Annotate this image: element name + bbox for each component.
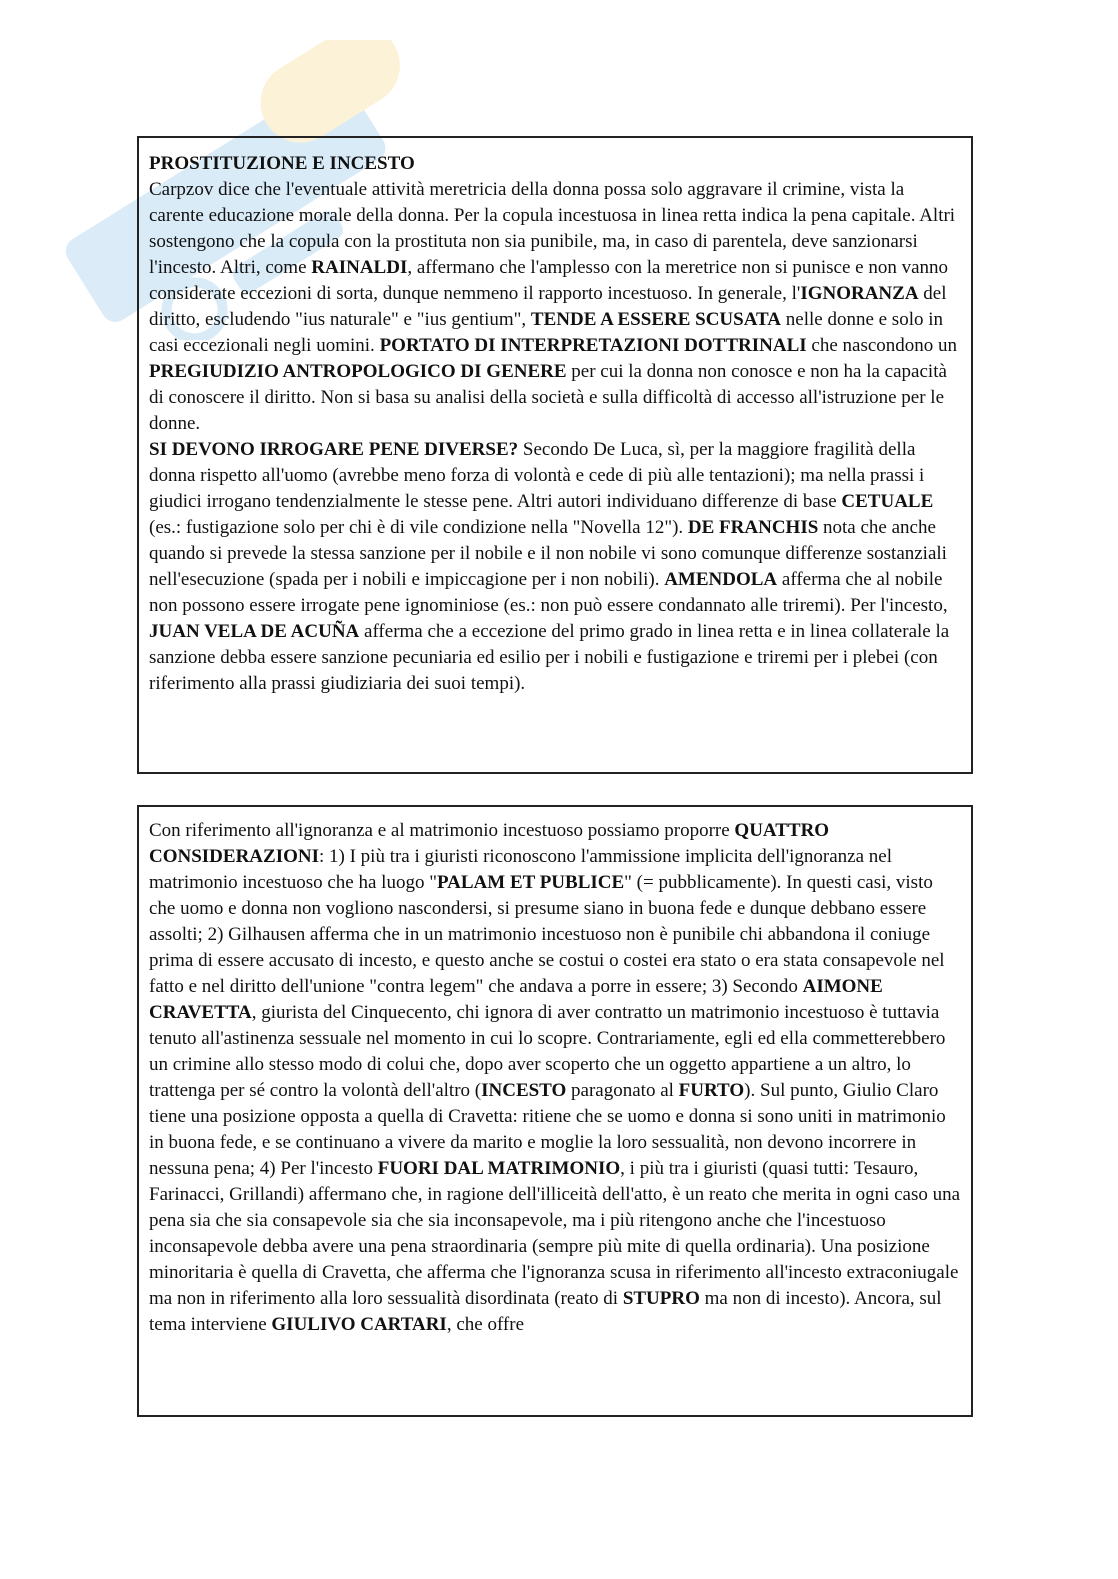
- s2p1-run-6: , giurista del Cinquecento, chi ignora di aver contratto un matrimonio incestuoso è tuttavia tenuto all'astinenza sessuale nel momento in cui lo scopre. Contrariamente, egli ed ella commetterebbero un crimine allo stesso modo di colui che, dopo aver scoperto che un oggetto appartiene a un altro, lo trattenga per sé contro la volontà dell'altro (: [149, 1002, 946, 1101]
- s1p2-run-3: (es.: fustigazione solo per chi è di vile condizione nella "Novella 12").: [149, 517, 688, 538]
- s1p1-run-6: nelle donne e solo in casi eccezionali negli uomini.: [149, 309, 944, 356]
- s2p1-run-13-bold: STUPRO: [622, 1288, 700, 1309]
- s1p2-run-5: nota che anche quando si prevede la stessa sanzione per il nobile e il non nobile vi sono comunque differenze sostanziali nell'esecuzione (spada per i nobili e impiccagione per i non nobili).: [149, 517, 947, 590]
- s1p1-run-0: Carpzov dice che l'eventuale attività meretricia della donna possa solo aggravare il crimine, vista la carente educazione morale della donna. Per la copula incestuosa in linea retta indica la pena capitale. Altri sostengono che la copula con la prostituta non sia punibile, ma, in caso di parentela, deve sanzionarsi l'incesto. Altri, come: [149, 179, 956, 278]
- s2p1-run-4: " (= pubblicamente). In questi casi, visto che uomo e donna non vogliono nascondersi, si presume siano in buona fede e dunque debbano essere assolti; 2) Gilhausen afferma che in un matrimonio incestuoso non è punibile chi abbandona il coniuge prima di essere accusato di incesto, e questo anche se costui o costei era stato o era stata consapevole nel fatto e nel diritto dell'unione "contra legem" che andava a porre in essere; 3) Secondo: [149, 872, 945, 997]
- s2p1-run-11-bold: FUORI DAL MATRIMONIO: [377, 1158, 621, 1179]
- s2p1-run-3-bold: PALAM ET PUBLICE: [436, 872, 625, 893]
- s1p1-run-3-bold: IGNORANZA: [800, 283, 919, 304]
- s1p1-run-2: , affermano che l'amplesso con la meretrice non si punisce e non vanno considerate eccezioni di sorta, dunque nemmeno il rapporto incestuoso. In generale, l': [149, 257, 949, 304]
- s1p1-run-4: del diritto, escludendo "ius naturale" e "ius gentium",: [149, 283, 947, 330]
- s2p1-run-9-bold: FURTO: [678, 1080, 745, 1101]
- s1p1-run-1-bold: RAINALDI: [311, 257, 408, 278]
- s2p1-run-10: ). Sul punto, Giulio Claro tiene una posizione opposta a quella di Cravetta: ritiene che se uomo e donna si sono uniti in matrimonio in buona fede, e se continuano a vivere da marito e moglie la loro sessualità, non devono incorrere in nessuna pena; 4) Per l'incesto: [149, 1080, 946, 1179]
- s1p1-run-9-bold: PREGIUDIZIO ANTROPOLOGICO DI GENERE: [149, 361, 567, 382]
- s2p1-run-0: Con riferimento all'ignoranza e al matrimonio incestuoso possiamo proporre: [149, 820, 735, 841]
- s1p1-run-10: per cui la donna non conosce e non ha la capacità di conoscere il diritto. Non si basa su analisi della società e sulla difficoltà di accesso all'istruzione per le donne.: [149, 361, 947, 434]
- s2p1-run-8: paragonato al: [566, 1080, 679, 1101]
- s1p2-run-1: Secondo De Luca, sì, per la maggiore fragilità della donna rispetto all'uomo (avrebbe meno forza di volontà e cede di più alle tentazioni); ma nella prassi i giudici irrogano tendenzialmente le stesse pene. Altri autori individuano differenze di base: [149, 439, 925, 512]
- s2p1-run-15-bold: GIULIVO CARTARI: [271, 1314, 447, 1335]
- section-prostituzione-incesto: [137, 136, 973, 774]
- s2p1-run-2: : 1) I più tra i giuristi riconoscono l'ammissione implicita dell'ignoranza nel matrimonio incestuoso che ha luogo ": [149, 846, 893, 893]
- s1p2-run-4-bold: DE FRANCHIS: [687, 517, 819, 538]
- s1p2-run-8-bold: JUAN VELA DE ACUÑA: [149, 621, 360, 642]
- s1p1-run-7-bold: PORTATO DI INTERPRETAZIONI DOTTRINALI: [379, 335, 807, 356]
- s2p1-run-1-bold: QUATTRO CONSIDERAZIONI: [149, 820, 830, 867]
- s1p2-run-0-bold: SI DEVONO IRROGARE PENE DIVERSE?: [149, 439, 519, 460]
- paragraph-quattro-considerazioni: [149, 820, 960, 1335]
- s1p1-run-8: che nascondono un: [806, 335, 958, 356]
- s1p1-run-5-bold: TENDE A ESSERE SCUSATA: [530, 309, 782, 330]
- section-ignoranza-matrimonio: [137, 805, 973, 1417]
- s1p2-run-7: afferma che al nobile non possono essere irrogate pene ignominiose (es.: non può essere condannato alle triremi). Per l'incesto,: [149, 569, 948, 616]
- s2p1-run-14: ma non di incesto). Ancora, sul tema interviene: [149, 1288, 942, 1335]
- s2p1-run-12: , i più tra i giuristi (quasi tutti: Tesauro, Farinacci, Grillandi) affermano che, in ragione dell'illiceità dell'atto, è un reato che merita in ogni caso una pena sia che sia consapevole sia che sia inconsapevole, ma i più ritengono anche che l'incestuoso inconsapevole debba avere una pena straordinaria (sempre più mite di quella ordinaria). Una posizione minoritaria è quella di Cravetta, che afferma che l'ignoranza scusa in riferimento all'incesto extraconiugale ma non in riferimento alla loro sessualità disordinata (reato di: [149, 1158, 961, 1309]
- paragraph-pene-diverse: [149, 439, 949, 694]
- s2p1-run-16: , che offre: [446, 1314, 525, 1335]
- s1p2-run-2-bold: CETUALE: [841, 491, 934, 512]
- s2p1-run-5-bold: AIMONE CRAVETTA: [149, 976, 883, 1023]
- s1p2-run-6-bold: AMENDOLA: [664, 569, 778, 590]
- paragraph-ignoranza: [149, 179, 957, 434]
- section-title: PROSTITUZIONE E INCESTO: [149, 153, 415, 174]
- s1p2-run-9: afferma che a eccezione del primo grado in linea retta e in linea collaterale la sanzione debba essere sanzione pecuniaria ed esilio per i nobili e fustigazione e triremi per i plebei (con riferimento alla prassi giudiziaria dei suoi tempi).: [149, 621, 950, 694]
- s2p1-run-7-bold: INCESTO: [481, 1080, 567, 1101]
